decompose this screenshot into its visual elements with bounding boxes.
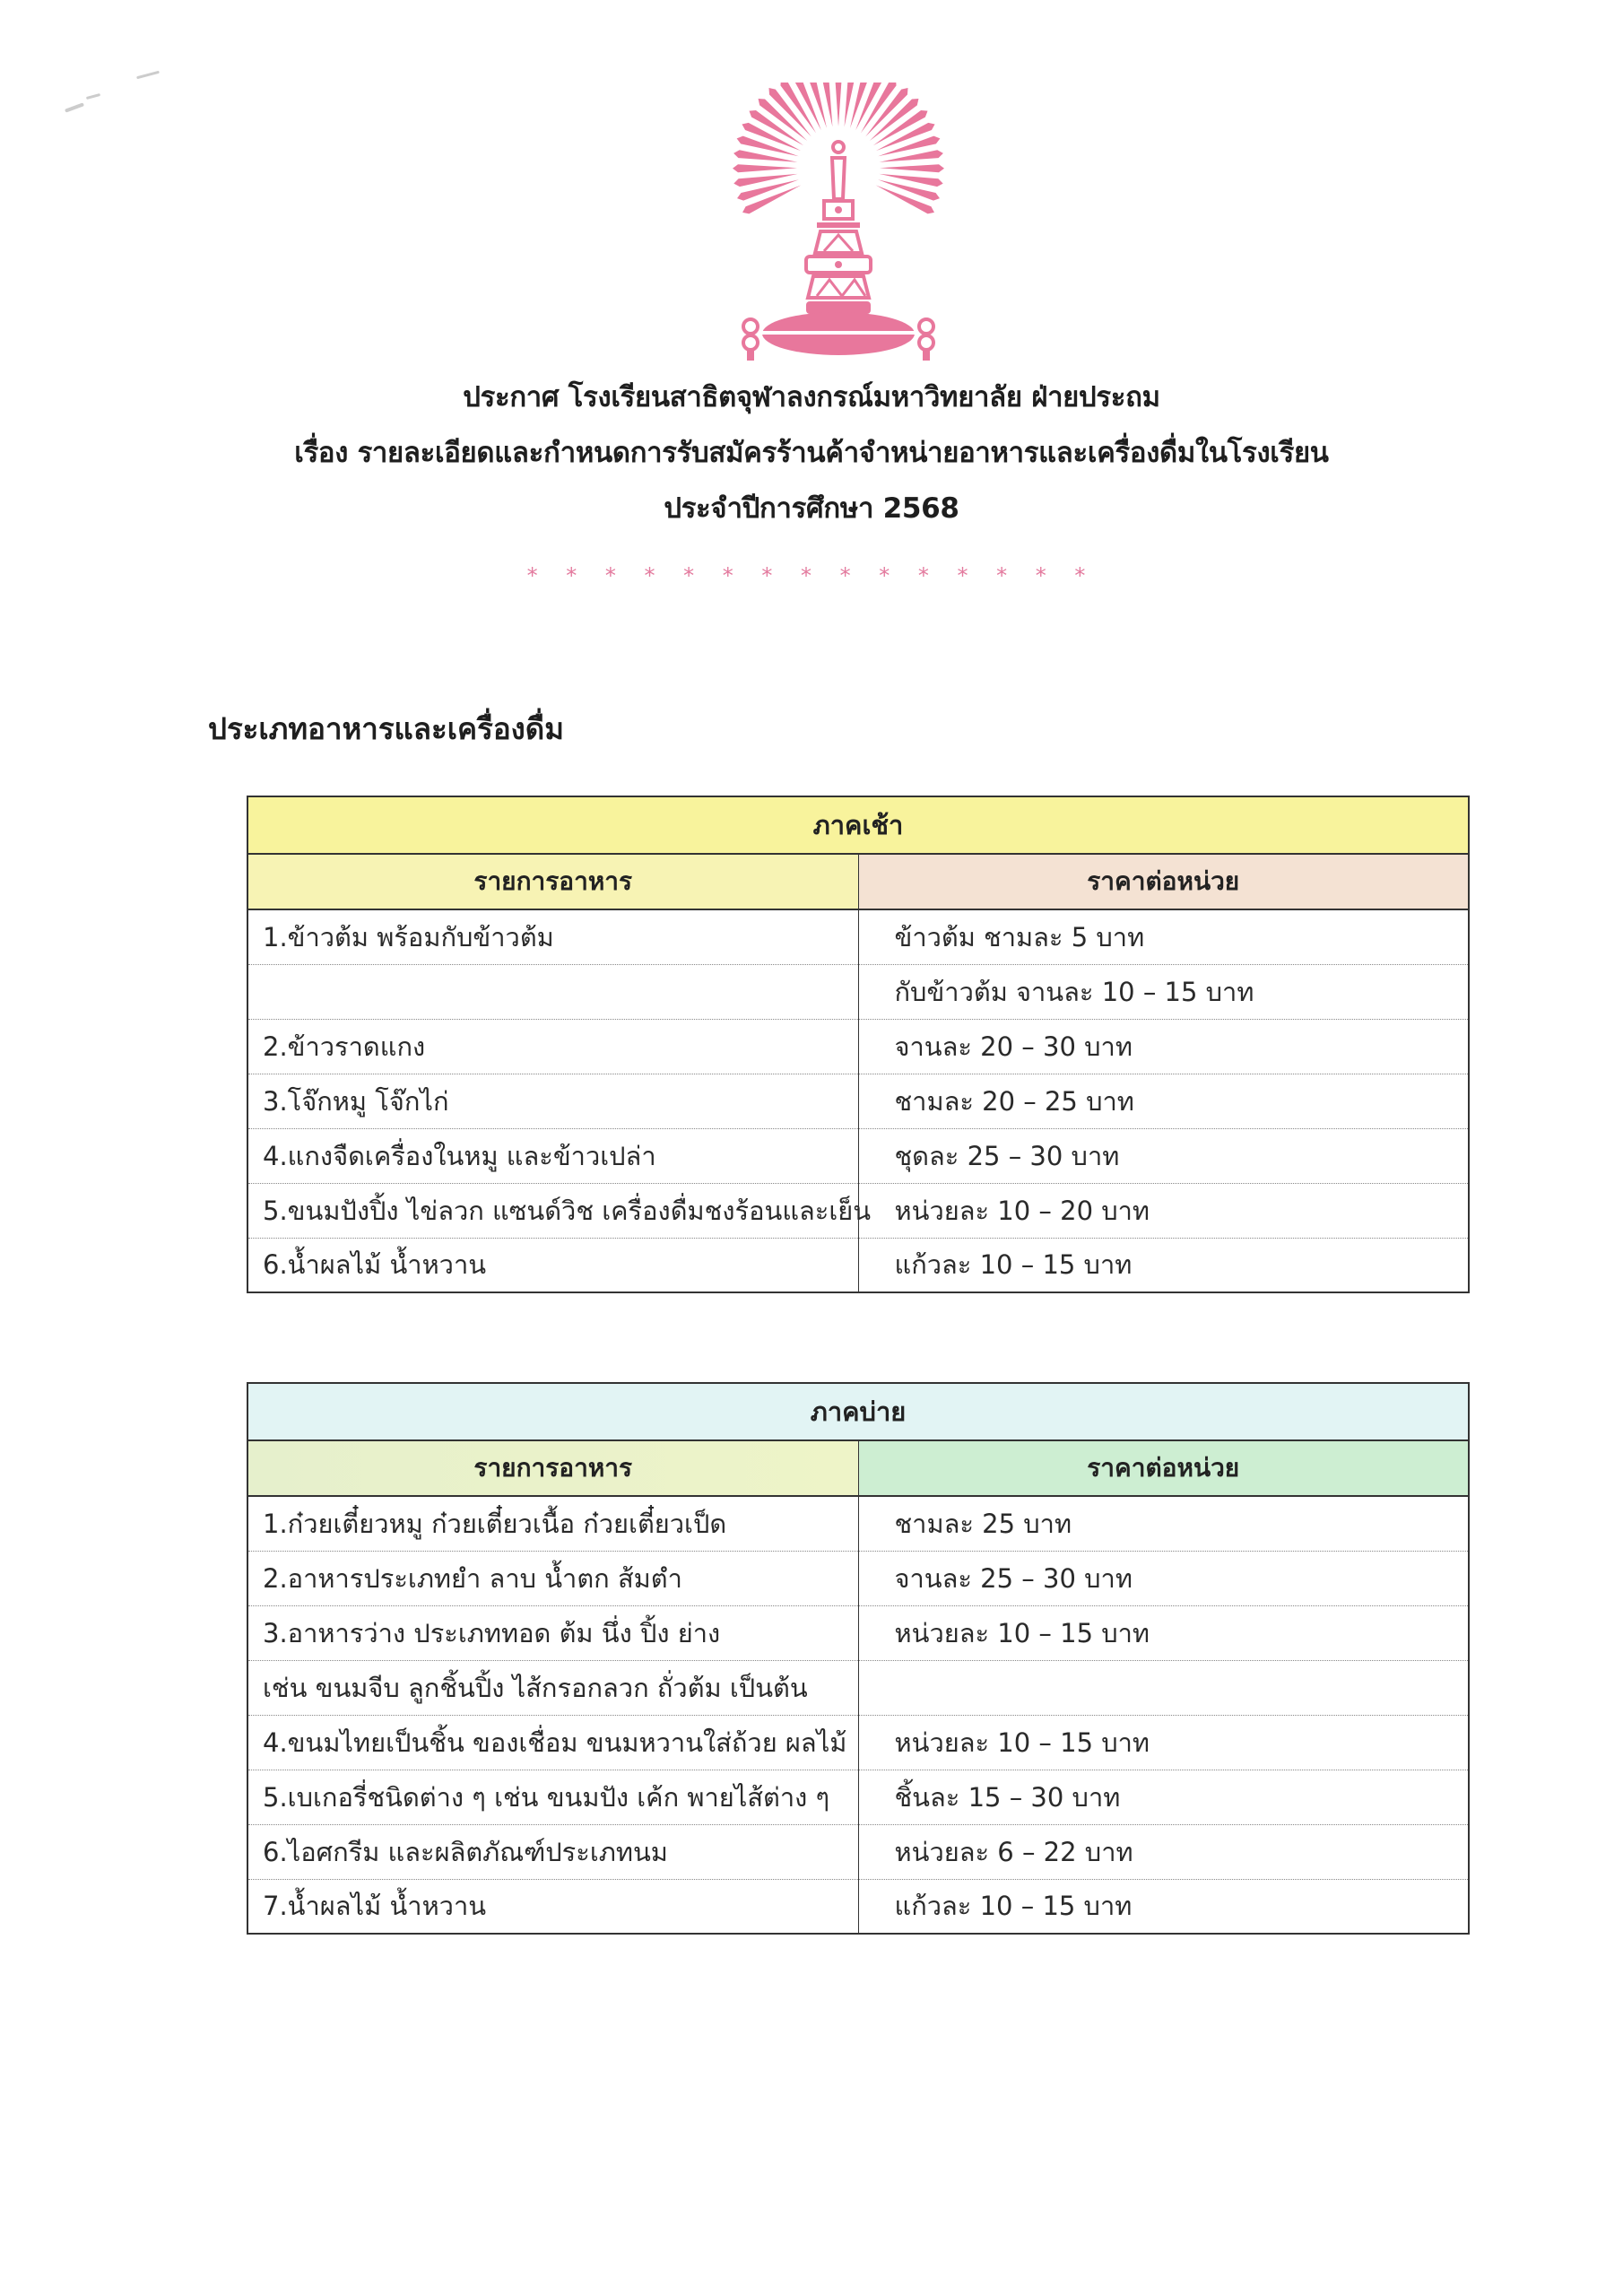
menu-item-cell: 4.ขนมไทยเป็นชิ้น ของเชื่อม ขนมหวานใส่ถ้วย ผลไม้ — [247, 1715, 858, 1770]
table-row — [247, 1660, 1469, 1715]
menu-item-cell: 4.แกงจืดเครื่องในหมู และข้าวเปล่า — [247, 1128, 858, 1183]
price-cell: จานละ 20 – 30 บาท — [858, 1019, 1469, 1074]
scan-artifact — [136, 71, 160, 80]
price-cell: กับข้าวต้ม จานละ 10 – 15 บาท — [858, 964, 1469, 1019]
price-cell: หน่วยละ 10 – 15 บาท — [858, 1605, 1469, 1660]
column-header-item: รายการอาหาร — [247, 1440, 858, 1496]
table-row — [247, 1128, 1469, 1183]
scan-artifact — [86, 93, 100, 100]
menu-item-cell: 2.ข้าวราดแกง — [247, 1019, 858, 1074]
price-cell: แก้วละ 10 – 15 บาท — [894, 1891, 1133, 1922]
decorative-star-divider: * * * * * * * * * * * * * * * — [526, 563, 1097, 588]
price-cell: จานละ 25 – 30 บาท — [858, 1551, 1469, 1605]
table-row — [247, 1496, 1469, 1551]
announcement-title — [0, 370, 1623, 536]
morning-menu-table — [247, 796, 1470, 1293]
table-row — [247, 1605, 1469, 1660]
table-row — [247, 1715, 1469, 1770]
menu-item-cell: 6.ไอศกรีม และผลิตภัณฑ์ประเภทนม — [247, 1824, 858, 1879]
price-cell: ชามละ 25 บาท — [858, 1496, 1469, 1551]
table-title: ภาคเช้า — [247, 796, 1469, 854]
menu-item-cell: 6.น้ำผลไม้ น้ำหวาน — [247, 1238, 858, 1292]
menu-item-cell: 1.ข้าวต้ม พร้อมกับข้าวต้ม — [247, 909, 858, 964]
menu-item-cell: 7.น้ำผลไม้ น้ำหวาน — [247, 1879, 858, 1934]
emblem-ray — [879, 174, 942, 187]
table-row — [247, 1770, 1469, 1824]
price-cell: แก้วละ 10 – 15 บาท — [894, 1249, 1133, 1281]
price-cell — [858, 1660, 1469, 1715]
table-row — [247, 1879, 1469, 1934]
menu-item-cell: 2.อาหารประเภทยำ ลาบ น้ำตก ส้มตำ — [247, 1551, 858, 1605]
price-cell: ชุดละ 25 – 30 บาท — [858, 1128, 1469, 1183]
price-cell: หน่วยละ 10 – 20 บาท — [858, 1183, 1469, 1238]
price-cell: หน่วยละ 6 – 22 บาท — [858, 1824, 1469, 1879]
table-row — [247, 1183, 1469, 1238]
column-header-item: รายการอาหาร — [247, 854, 858, 909]
emblem-ray — [733, 150, 797, 161]
price-cell: ชิ้นละ 15 – 30 บาท — [858, 1770, 1469, 1824]
emblem-ray — [733, 174, 797, 187]
menu-item-cell: 5.ขนมปังปิ้ง ไข่ลวก แซนด์วิช เครื่องดื่มชงร้อนและเย็น — [247, 1183, 858, 1238]
table-row — [247, 1238, 1469, 1292]
price-cell: ชามละ 20 – 25 บาท — [858, 1074, 1469, 1128]
emblem-ray — [835, 83, 843, 126]
afternoon-menu-table — [247, 1382, 1470, 1935]
emblem-ray — [733, 164, 797, 172]
table-row — [247, 964, 1469, 1019]
table-row — [247, 1019, 1469, 1074]
menu-item-cell: 3.โจ๊กหมู โจ๊กไก่ — [247, 1074, 858, 1128]
table-title: ภาคบ่าย — [247, 1383, 1469, 1440]
table-row — [247, 1824, 1469, 1879]
price-cell: ข้าวต้ม ชามละ 5 บาท — [858, 909, 1469, 964]
price-cell: หน่วยละ 10 – 15 บาท — [858, 1715, 1469, 1770]
title-line-3: ประจำปีการศึกษา 2568 — [664, 492, 959, 525]
column-header-price: ราคาต่อหน่วย — [858, 854, 1469, 909]
menu-item-cell: เช่น ขนมจีบ ลูกชิ้นปิ้ง ไส้กรอกลวก ถั่วต้ม เป็นต้น — [247, 1660, 858, 1715]
table-row — [247, 1551, 1469, 1605]
section-heading: ประเภทอาหารและเครื่องดื่ม — [208, 711, 564, 746]
scan-artifact — [65, 102, 84, 112]
emblem-ray — [880, 150, 943, 161]
menu-item-cell: 1.ก๋วยเตี๋ยวหมู ก๋วยเตี๋ยวเนื้อ ก๋วยเตี๋ยวเป็ด — [247, 1496, 858, 1551]
emblem-ray — [845, 83, 857, 126]
table-row — [247, 909, 1469, 964]
school-emblem-logo — [731, 83, 946, 361]
menu-item-cell — [247, 964, 858, 1019]
table-row — [247, 1074, 1469, 1128]
menu-item-cell: 5.เบเกอรี่ชนิดต่าง ๆ เช่น ขนมปัง เค้ก พายไส้ต่าง ๆ — [247, 1770, 858, 1824]
column-header-price: ราคาต่อหน่วย — [858, 1440, 1469, 1496]
menu-item-cell: 3.อาหารว่าง ประเภททอด ต้ม นึ่ง ปิ้ง ย่าง — [247, 1605, 858, 1660]
title-line-2: เรื่อง รายละเอียดและกำหนดการรับสมัครร้านค้าจำหน่ายอาหารและเครื่องดื่มในโรงเรียน — [294, 437, 1329, 469]
emblem-ray — [880, 164, 944, 172]
emblem-ray — [820, 83, 833, 126]
title-line-1: ประกาศ โรงเรียนสาธิตจุฬาลงกรณ์มหาวิทยาลัย ฝ่ายประถม — [463, 381, 1160, 413]
